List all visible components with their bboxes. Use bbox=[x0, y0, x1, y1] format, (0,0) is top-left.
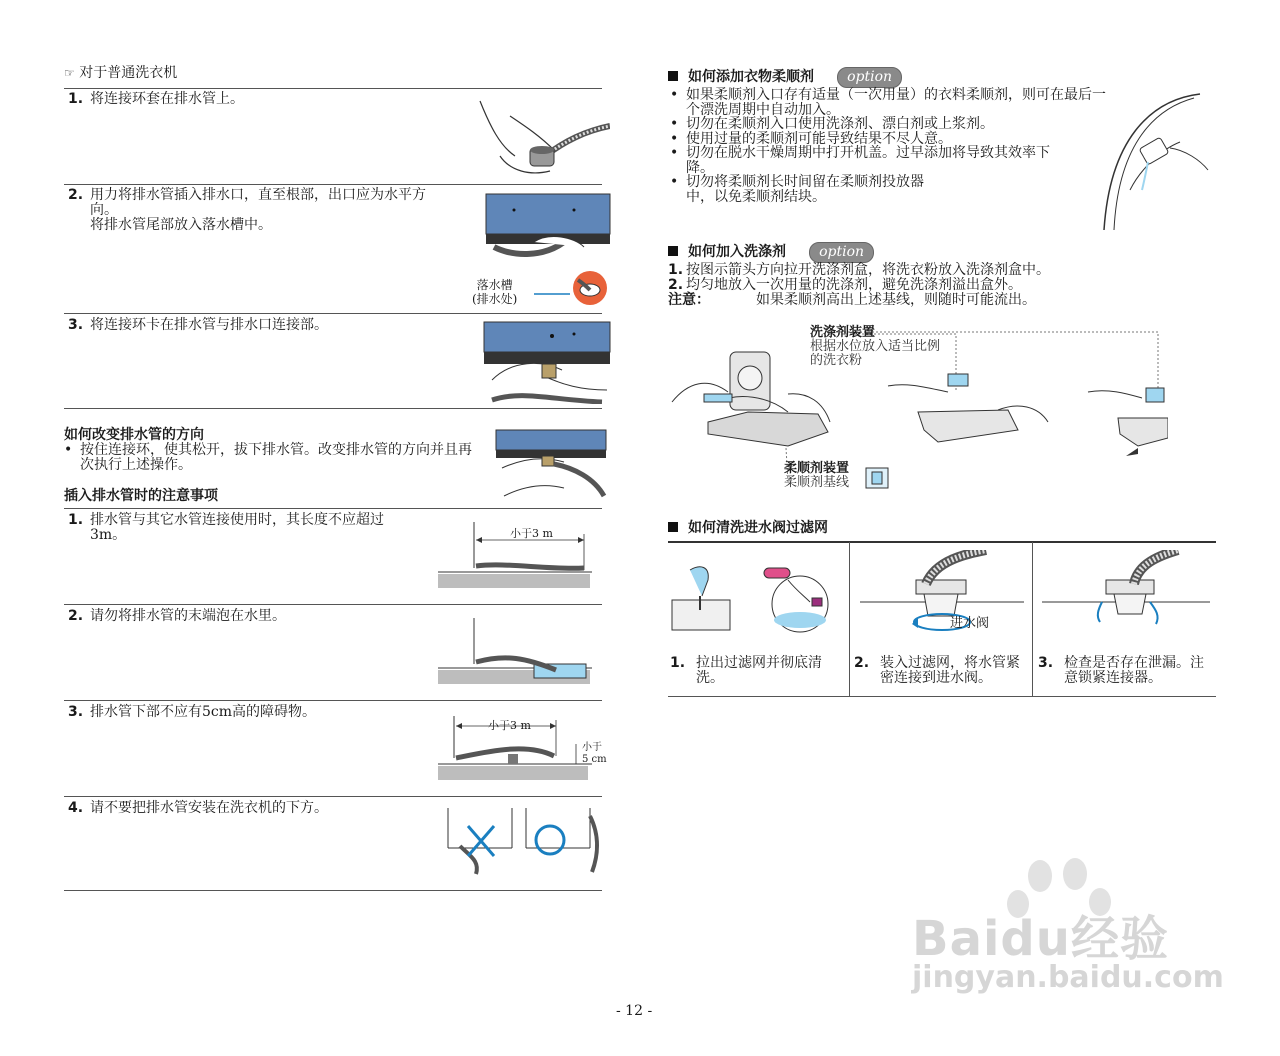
step-text: 排水管与其它水管连接使用时，其长度不应超过3m。 bbox=[90, 512, 384, 543]
step-text: 用力将排水管插入排水口，直至根部，出口应为水平方向。 bbox=[90, 187, 426, 218]
length-label: 小于3 m bbox=[488, 719, 531, 732]
watermark-brand: Baidu经验 bbox=[912, 911, 1169, 967]
softener-pour-illustration bbox=[1090, 90, 1210, 232]
caution-1 bbox=[68, 513, 428, 543]
softener-callout-desc: 柔顺剂基线 bbox=[784, 475, 850, 490]
height-label bbox=[582, 742, 607, 766]
step-number: 3. bbox=[68, 704, 84, 720]
square-bullet-icon bbox=[668, 246, 678, 256]
caution-2 bbox=[68, 609, 448, 624]
height-label-line-1: 小于 bbox=[582, 742, 602, 753]
divider bbox=[668, 541, 1216, 543]
divider bbox=[64, 508, 602, 509]
step-text: 将连接环套在排水管上。 bbox=[90, 91, 244, 107]
divider bbox=[64, 408, 602, 409]
bullet-item: • 切勿在脱水干燥周期中打开机盖。过早添加将导致其效率下降。 bbox=[666, 146, 1076, 175]
section-title: 如何添加衣物柔顺剂 bbox=[688, 69, 814, 85]
hose-ring-illustration bbox=[470, 96, 610, 178]
detergent-step bbox=[668, 263, 1168, 278]
filter-install-illustration bbox=[856, 550, 1028, 636]
section-title: 如何清洗进水阀过滤网 bbox=[688, 520, 828, 536]
drain-callout bbox=[472, 278, 517, 306]
step-text: 均匀地放入一次用量的洗涤剂，避免洗涤剂溢出盒外。 bbox=[686, 277, 1022, 293]
note-label: 注意： bbox=[668, 292, 710, 308]
bullet-item: • 使用过量的柔顺剂可能导致结果不尽人意。 bbox=[666, 132, 1112, 147]
softener-callout bbox=[784, 462, 849, 490]
filter-step-3 bbox=[1038, 656, 1214, 686]
softener-callout-title: 柔顺剂装置 bbox=[784, 461, 850, 476]
filter-step-2 bbox=[854, 656, 1030, 686]
step-number: 2. bbox=[854, 655, 870, 671]
divider bbox=[64, 890, 602, 891]
bullet-item: • 如果柔顺剂入口存有适量（一次用量）的衣料柔顺剂，则可在最后一个漂洗周期中自动加入。 bbox=[666, 88, 1112, 117]
divider bbox=[668, 696, 1216, 697]
step-text: 装入过滤网，将水管紧密连接到进水阀。 bbox=[880, 655, 1020, 686]
step-text: 拉出过滤网并彻底清洗。 bbox=[696, 655, 822, 686]
detergent-steps bbox=[668, 263, 1168, 308]
step-number: 2. bbox=[668, 277, 684, 293]
step-number: 2. bbox=[68, 187, 84, 203]
detergent-title bbox=[668, 241, 874, 263]
step-text: 请勿将排水管的末端泡在水里。 bbox=[90, 608, 286, 624]
intro-line bbox=[64, 66, 177, 81]
step-2 bbox=[68, 188, 448, 233]
page-number: - 12 - bbox=[616, 1003, 653, 1019]
length-label: 小于3 m bbox=[510, 527, 553, 540]
drain-sink-callout bbox=[530, 270, 612, 306]
divider bbox=[64, 604, 602, 605]
filter-step-1 bbox=[670, 656, 846, 686]
note-line bbox=[668, 293, 1168, 308]
drain-insert-illustration bbox=[484, 192, 612, 262]
watermark-url: jingyan.baidu.com bbox=[912, 960, 1224, 995]
softener-title bbox=[668, 66, 902, 88]
step-number: 2. bbox=[68, 608, 84, 624]
detergent-step bbox=[668, 278, 1168, 293]
divider bbox=[64, 700, 602, 701]
step-3 bbox=[68, 318, 448, 333]
filter-grid-sep bbox=[1032, 542, 1033, 696]
softener-bullets bbox=[666, 88, 1112, 204]
note-text: 如果柔顺剂高出上述基线，则随时可能流出。 bbox=[756, 292, 1036, 308]
valve-label: 进水阀 bbox=[950, 616, 990, 631]
divider bbox=[64, 796, 602, 797]
filter-title bbox=[668, 517, 828, 537]
bullet-item: • 按住连接环，使其松开，拔下排水管。改变排水管的方向并且再次执行上述操作。 bbox=[60, 443, 484, 472]
square-bullet-icon bbox=[668, 522, 678, 532]
dispenser-title: 洗涤剂装置 bbox=[810, 325, 876, 340]
divider bbox=[64, 88, 602, 89]
caution-3 bbox=[68, 705, 448, 720]
hose-in-water-illustration bbox=[436, 614, 592, 686]
step-number: 1. bbox=[670, 655, 686, 671]
callout-label-2: (排水处) bbox=[472, 292, 518, 306]
option-badge: option bbox=[837, 67, 902, 88]
callout-label: 落水槽 bbox=[476, 278, 513, 292]
section-title: 如何加入洗涤剂 bbox=[688, 244, 786, 260]
step-number: 3. bbox=[68, 317, 84, 333]
step-text: 请不要把排水管安装在洗衣机的下方。 bbox=[90, 800, 328, 816]
caution-4 bbox=[68, 801, 448, 816]
step-text: 按图示箭头方向拉开洗涤剂盒，将洗衣粉放入洗涤剂盒中。 bbox=[686, 262, 1050, 278]
square-bullet-icon bbox=[668, 71, 678, 81]
step-number: 4. bbox=[68, 800, 84, 816]
cautions-title: 插入排水管时的注意事项 bbox=[64, 488, 218, 504]
step-number: 1. bbox=[68, 91, 84, 107]
change-direction-title: 如何改变排水管的方向 bbox=[64, 427, 204, 443]
divider bbox=[64, 313, 602, 314]
filter-remove-illustration bbox=[670, 550, 846, 646]
bullet-item: • 切勿将柔顺剂长时间留在柔顺剂投放器中，以免柔顺剂结块。 bbox=[666, 175, 926, 204]
filter-grid-sep bbox=[849, 542, 850, 696]
pointing-hand-icon: ☞ bbox=[64, 66, 75, 80]
step-text: 排水管下部不应有5cm高的障碍物。 bbox=[90, 704, 317, 720]
dispenser-desc: 根据水位放入适当比例的洗衣粉 bbox=[810, 339, 941, 368]
divider bbox=[64, 184, 602, 185]
step-number: 1. bbox=[668, 262, 684, 278]
step-text: 检查是否存在泄漏。注意锁紧连接器。 bbox=[1064, 655, 1204, 686]
change-direction-illustration bbox=[494, 428, 608, 498]
step-number: 3. bbox=[1038, 655, 1054, 671]
step-number: 1. bbox=[68, 512, 84, 528]
height-label-line-2: 5 cm bbox=[582, 754, 607, 765]
change-direction-bullets bbox=[60, 443, 484, 472]
ring-clamp-illustration bbox=[482, 320, 612, 404]
bullet-item: • 切勿在柔顺剂入口使用洗涤剂、漂白剂或上浆剂。 bbox=[666, 117, 1112, 132]
option-badge: option bbox=[809, 242, 874, 263]
intro-text: 对于普通洗衣机 bbox=[79, 65, 178, 81]
leak-check-illustration bbox=[1038, 550, 1214, 636]
dispenser-callout bbox=[810, 326, 950, 368]
step-1 bbox=[68, 92, 448, 107]
hose-under-machine-illustration bbox=[440, 806, 602, 876]
step-text: 将连接环卡在排水管与排水口连接部。 bbox=[90, 317, 328, 333]
step-text-2: 将排水管尾部放入落水槽中。 bbox=[90, 217, 272, 233]
